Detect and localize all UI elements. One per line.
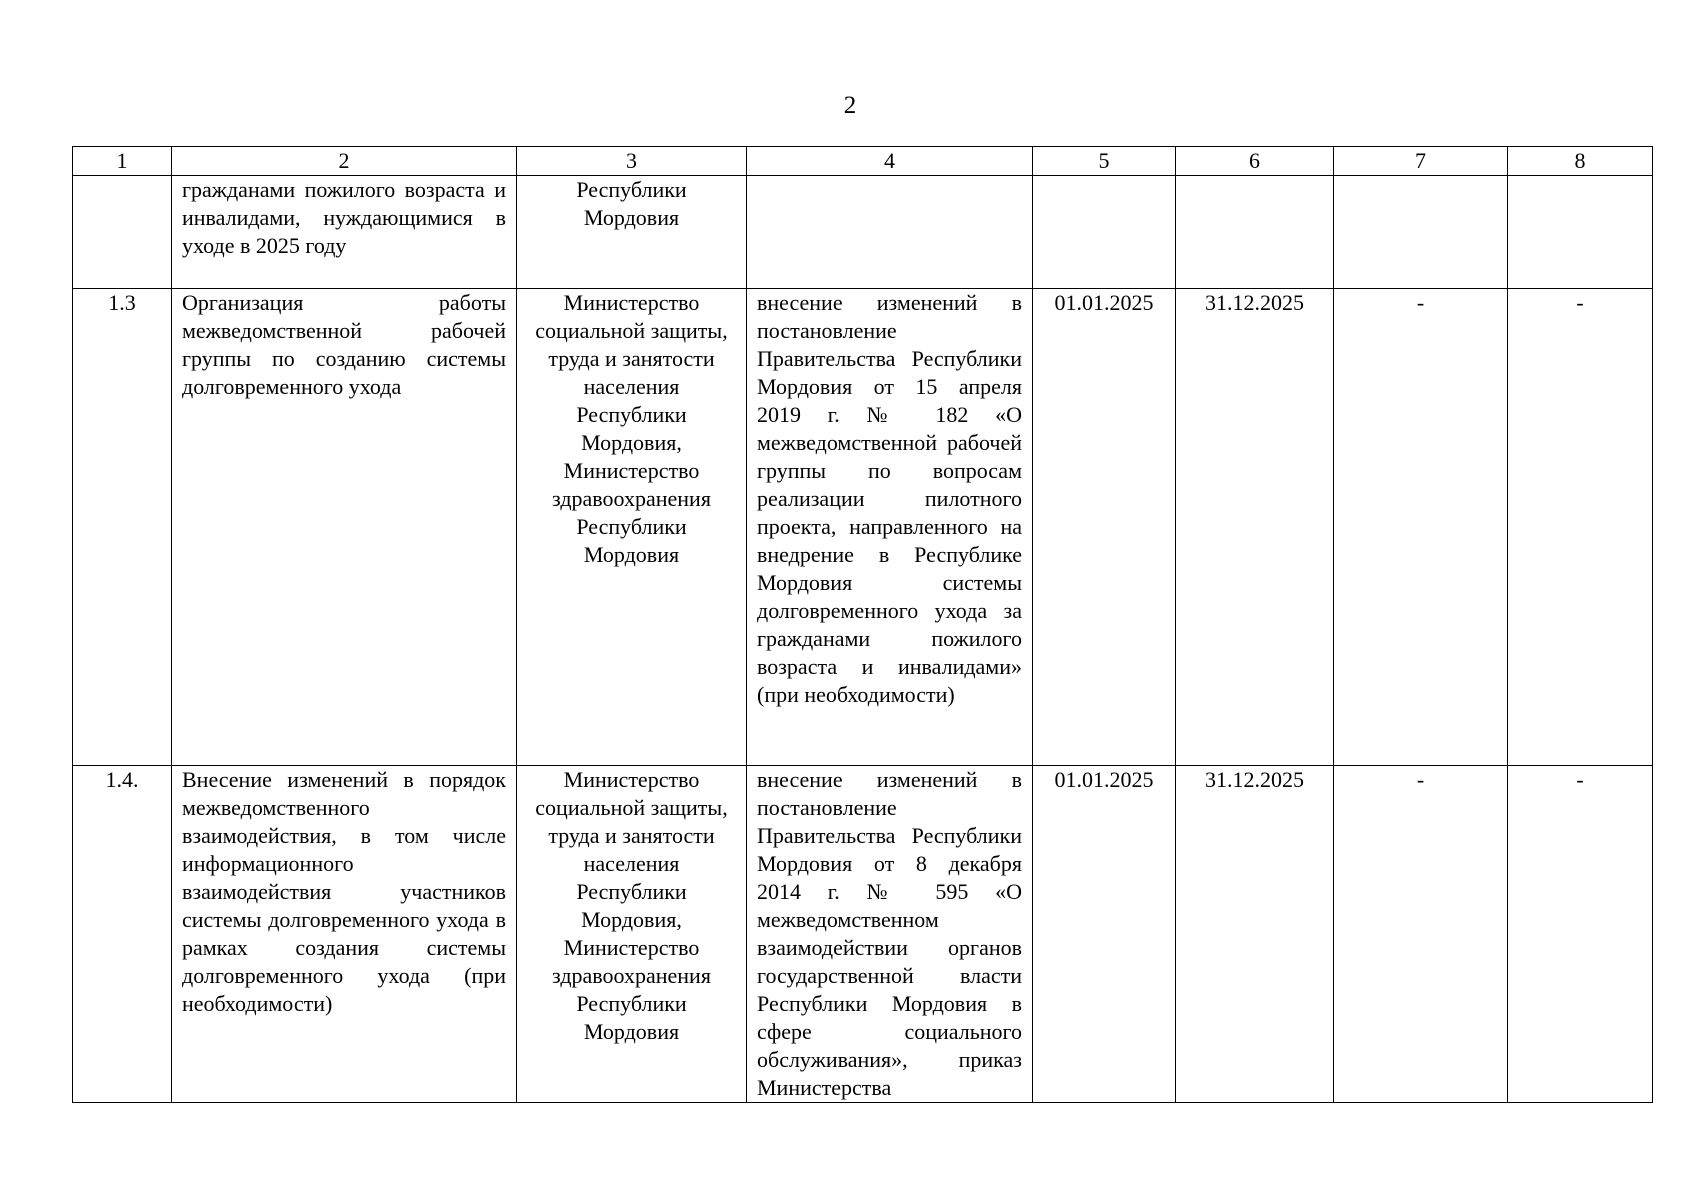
cell-result bbox=[747, 176, 1033, 289]
cell-start-date: 01.01.2025 bbox=[1033, 289, 1176, 766]
cell-num bbox=[73, 176, 172, 289]
cell-executor: Республики Мордовия bbox=[517, 176, 747, 289]
header-col-4: 4 bbox=[747, 147, 1033, 176]
cell-col8: - bbox=[1508, 766, 1653, 1103]
cell-end-date bbox=[1176, 176, 1334, 289]
header-col-7: 7 bbox=[1334, 147, 1508, 176]
cell-col8 bbox=[1508, 176, 1653, 289]
cell-event: гражданами пожилого возраста и инвалидами, нуждающимися в уходе в 2025 году bbox=[172, 176, 517, 289]
cell-end-date: 31.12.2025 bbox=[1176, 289, 1334, 766]
cell-num: 1.4. bbox=[73, 766, 172, 1103]
header-col-2: 2 bbox=[172, 147, 517, 176]
table-row bbox=[73, 289, 1653, 766]
cell-start-date bbox=[1033, 176, 1176, 289]
header-col-3: 3 bbox=[517, 147, 747, 176]
cell-col7: - bbox=[1334, 289, 1508, 766]
cell-end-date: 31.12.2025 bbox=[1176, 766, 1334, 1103]
header-col-5: 5 bbox=[1033, 147, 1176, 176]
header-col-6: 6 bbox=[1176, 147, 1334, 176]
cell-event: Внесение изменений в порядок межведомственного взаимодействия, в том числе информационного взаимодействия участников системы долговременного ухода в рамках создания системы долговременного ухода (при необходимости) bbox=[172, 766, 517, 1103]
cell-col7 bbox=[1334, 176, 1508, 289]
cell-executor: Министерство социальной защиты, труда и занятости населения Республики Мордовия, Министерство здравоохранения Республики Мордовия bbox=[517, 766, 747, 1103]
page-number: 2 bbox=[843, 92, 857, 119]
plan-table bbox=[72, 146, 1653, 1103]
table-row bbox=[73, 766, 1653, 1103]
cell-col8: - bbox=[1508, 289, 1653, 766]
header-col-1: 1 bbox=[73, 147, 172, 176]
table-row bbox=[73, 176, 1653, 289]
header-col-8: 8 bbox=[1508, 147, 1653, 176]
cell-start-date: 01.01.2025 bbox=[1033, 766, 1176, 1103]
cell-result: внесение изменений в постановление Правительства Республики Мордовия от 15 апреля 2019 г. № 182 «О межведомственной рабочей группы по вопросам реализации пилотного проекта, направленного на внедрение в Республике Мордовия системы долговременного ухода за гражданами пожилого возраста и инвалидами» (при необходимости) bbox=[747, 289, 1033, 766]
cell-executor: Министерство социальной защиты, труда и занятости населения Республики Мордовия, Министерство здравоохранения Республики Мордовия bbox=[517, 289, 747, 766]
cell-event: Организация работы межведомственной рабочей группы по созданию системы долговременного ухода bbox=[172, 289, 517, 766]
cell-result: внесение изменений в постановление Правительства Республики Мордовия от 8 декабря 2014 г. № 595 «О межведомственном взаимодействии органов государственной власти Республики Мордовия в сфере социального обслуживания», приказ Министерства bbox=[747, 766, 1033, 1103]
cell-col7: - bbox=[1334, 766, 1508, 1103]
table-header-row bbox=[73, 147, 1653, 176]
cell-num: 1.3 bbox=[73, 289, 172, 766]
